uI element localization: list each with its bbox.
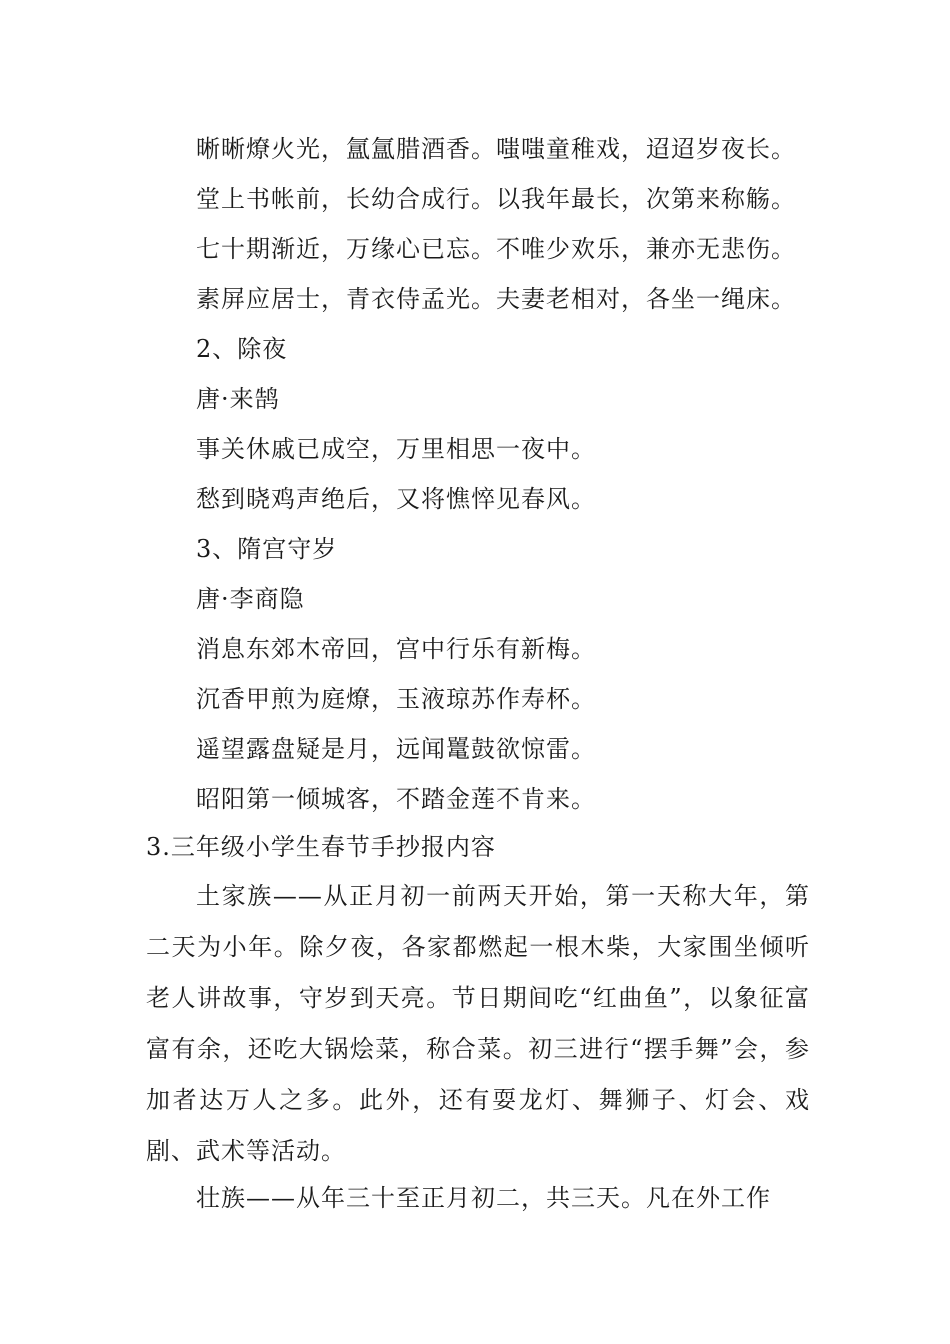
poem3-line: 消息东郊木帝回，宫中行乐有新梅。 bbox=[196, 635, 596, 663]
poem1-line: 素屏应居士，青衣侍孟光。夫妻老相对，各坐一绳床。 bbox=[196, 285, 796, 313]
poem2-line: 事关休戚已成空，万里相思一夜中。 bbox=[196, 435, 596, 463]
poem1-line: 七十期渐近，万缘心已忘。不唯少欢乐，兼亦无悲伤。 bbox=[196, 235, 796, 263]
section-heading: 3.三年级小学生春节手抄报内容 bbox=[146, 833, 496, 861]
body-paragraph: 壮族——从年三十至正月初二，共三天。凡在外工作 bbox=[196, 1184, 771, 1212]
poem3-line: 沉香甲煎为庭燎，玉液琼苏作寿杯。 bbox=[196, 685, 596, 713]
poem3-line: 昭阳第一倾城客，不踏金莲不肯来。 bbox=[196, 785, 596, 813]
poem1-line: 晰晰燎火光，氲氲腊酒香。嗤嗤童稚戏，迢迢岁夜长。 bbox=[196, 135, 796, 163]
poem-author: 唐·李商隐 bbox=[196, 585, 305, 613]
body-paragraph: 土家族——从正月初一前两天开始，第一天称大年，第二天为小年。除夕夜，各家都燃起一根木柴，大家围坐倾听老人讲故事，守岁到天亮。节日期间吃“红曲鱼”，以象征富富有余，还吃大锅烩菜，称合菜。初三进行“摆手舞”会，参加者达万人之多。此外，还有耍龙灯、舞狮子、灯会、戏剧、武术等活动。 bbox=[146, 882, 810, 1165]
poem3-line: 遥望露盘疑是月，远闻鼍鼓欲惊雷。 bbox=[196, 735, 596, 763]
poem2-line: 愁到晓鸡声绝后，又将憔悴见春风。 bbox=[196, 485, 596, 513]
poem-author: 唐·来鹄 bbox=[196, 385, 280, 413]
poem-title: 3、隋宫守岁 bbox=[196, 535, 338, 563]
poem-title: 2、除夜 bbox=[196, 335, 288, 363]
poem1-line: 堂上书帐前，长幼合成行。以我年最长，次第来称觞。 bbox=[196, 185, 796, 213]
